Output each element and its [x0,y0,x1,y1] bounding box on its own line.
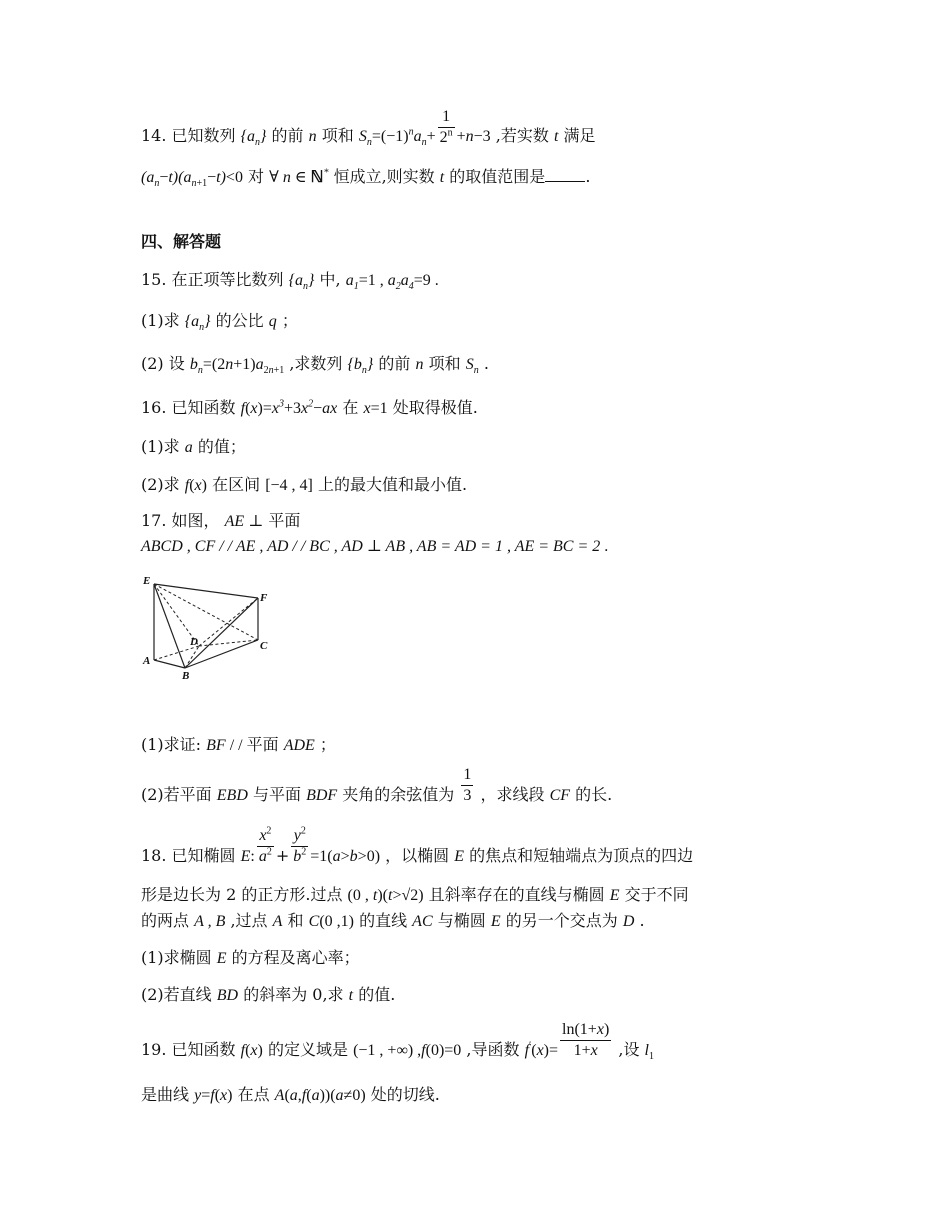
q18-stem-line3: 的两点 A , B ,过点 A 和 C(0 ,1) 的直线 AC 与椭圆 E 的另一个交点为 D . [141,911,645,930]
q17-stem-line2: ABCD , CF / / AE , AD / / BC , AD ⊥ AB , AB = AD = 1 , AE = BC = 2 . [141,538,609,555]
edge-EC [154,584,258,640]
label-E: E [143,575,151,587]
q16-part1: (1)求 a 的值； [141,437,246,456]
label-C: C [260,640,268,652]
q18-stem-line1: 18. 已知椭圆 E: $\frac{x^2}{a^2}$ + $\frac{y^2}{b^2}$ =1(a>b>0) ，以椭圆 E 的焦点和短轴端点为顶点的四边 [141,825,694,865]
q16-part2: (2)求 f(x) 在区间 [−4 , 4] 上的最大值和最小值. [141,475,468,494]
edge-AD [154,646,199,660]
q18-part2: (2)若直线 BD 的斜率为 0,求 t 的值. [141,985,396,1004]
label-D: D [190,636,198,648]
geometry-figure [141,572,281,682]
label-A: A [143,655,151,667]
label-F: F [260,592,268,604]
edge-DF [199,598,258,646]
q14-line1: 14. 已知数列 $\{a_n\}$ 的前 n 项和 $S_n=(-1)^na_n+$ $\frac{1}{2^n}$ +n−3 ,若实数 t 满足 [141,108,596,149]
q19-stem-line1: 19. 已知函数 f(x) 的定义域是 (−1 , +∞) ,f(0)=0 ,导函数 f′(x)= $\frac{\ln(1+x)}{1+x}$ ,设 $l_1$ [141,1021,654,1063]
label-B: B [182,670,190,682]
edge-EF [154,584,258,598]
q15-part1: (1)求 $\{a_n\}$ 的公比 q ； [141,311,298,334]
q15-stem: 15. 在正项等比数列 $\{a_n\}$ 中, $a_1=1$ , $a_2a_4=9$ . [141,270,439,293]
edge-EB [154,584,185,668]
q18-stem-line2: 形是边长为 2 的正方形.过点 (0 , t)(t>√2) 且斜率存在的直线与椭圆 E 交于不同 [141,885,689,904]
edge-AB [154,660,185,668]
q19-stem-line2: 是曲线 y=f(x) 在点 A(a,f(a))(a≠0) 处的切线. [141,1085,440,1104]
edge-BF [185,598,258,668]
q17-part1: (1)求证: BF / / 平面 ADE ； [141,735,336,754]
q16-stem: 16. 已知函数 $f(x)=x^3+3x^2-ax$ 在 x=1 处取得极值. [141,398,478,417]
q17-stem-line1: 17. 如图， AE ⊥ 平面 [141,511,301,530]
section-title: 四、解答题 [141,232,222,251]
q15-part2: (2) 设 $b_n=(2n+1)a_{2n+1}$ ,求数列 $\{b_n\}$ 的前 n 项和 $S_n$ . [141,354,489,377]
answer-blank[interactable] [545,167,585,182]
q17-part2: (2)若平面 EBD 与平面 BDF 夹角的余弦值为 $\frac{1}{3}$ ，求线段 CF 的长. [141,766,613,804]
q18-part1: (1)求椭圆 E 的方程及离心率； [141,948,360,967]
q14-line2: $(a_n-t)(a_{n+1}-t)<0$ 对 ∀ n ∈ ℕ* 恒成立,则实数 t 的取值范围是 . [141,167,591,190]
